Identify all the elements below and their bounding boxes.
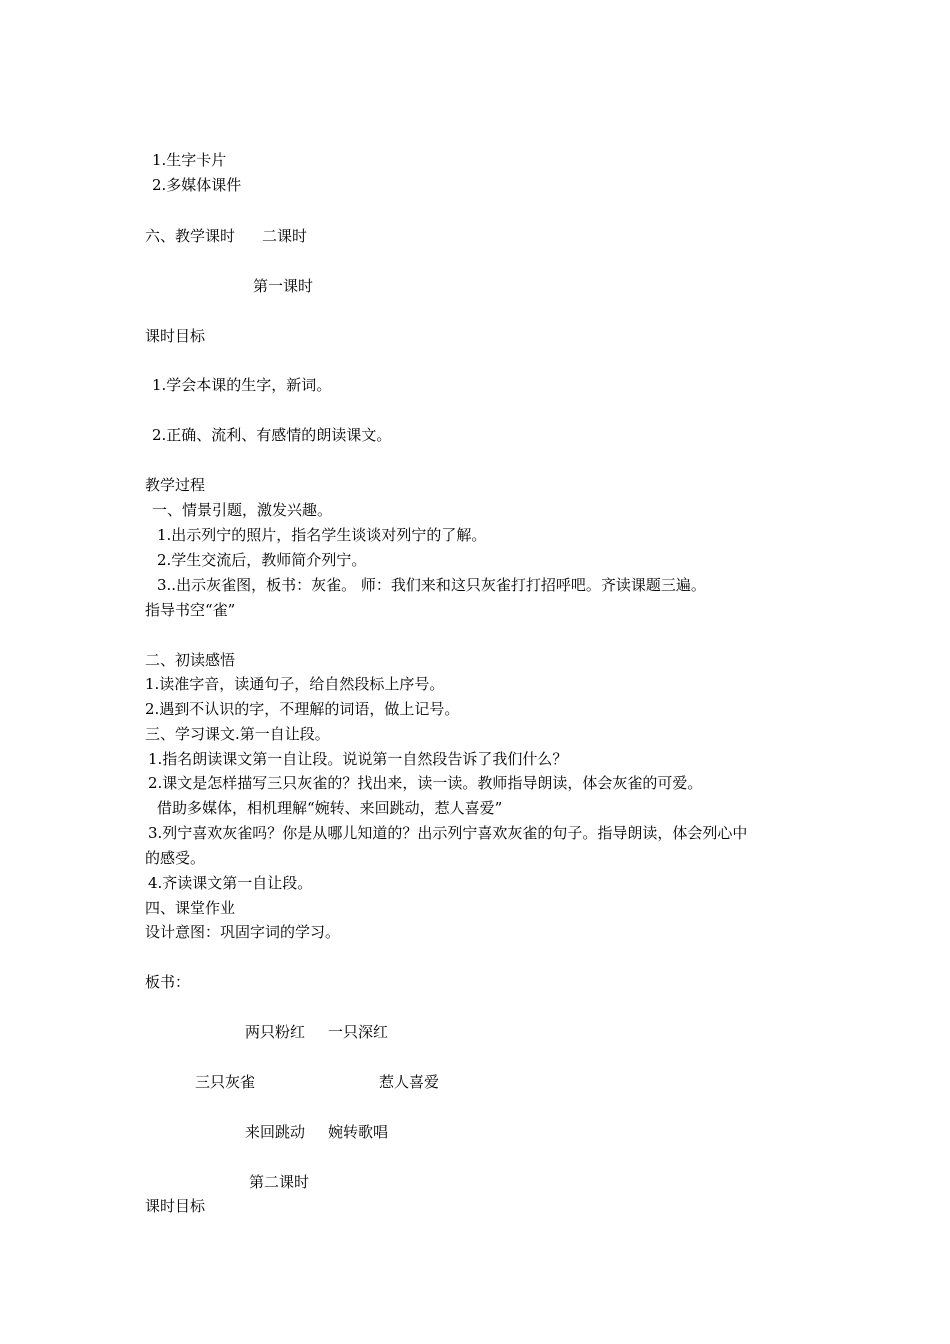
lesson-1-objective-1: 1.学会本课的生字，新词。 [152,376,332,394]
materials-item-1: 1.生字卡片 [152,151,227,169]
board-row-1-right: 一只深红 [328,1023,389,1041]
board-row-1-left: 两只粉红 [245,1023,306,1041]
materials-item-2: 2.多媒体课件 [152,176,242,194]
step-1-heading: 一、情景引题，激发兴趣。 [152,501,333,519]
step-3-item-4: 4.齐读课文第一自让段。 [148,874,313,892]
lesson-1-objectives-heading: 课时目标 [145,327,206,345]
step-3-item-2-cont: 借助多媒体，相机理解“婉转、来回跳动，惹人喜爱” [157,799,503,817]
step-3-item-3-cont: 的感受。 [145,849,206,867]
step-1-item-3: 3..出示灰雀图，板书：灰雀。 师：我们来和这只灰雀打打招呼吧。齐读课题三遍。 [157,576,706,594]
step-3-item-1: 1.指名朗读课文第一自让段。说说第一自然段告诉了我们什么？ [148,750,568,768]
step-1-item-2: 2.学生交流后，教师简介列宁。 [157,551,367,569]
board-center-left: 三只灰雀 [195,1073,256,1091]
step-1-item-3-cont: 指导书空“雀” [145,601,236,619]
board-heading: 板书： [145,973,191,991]
lesson-2-title: 第二课时 [249,1173,310,1191]
step-1-item-1: 1.出示列宁的照片，指名学生谈谈对列宁的了解。 [157,526,487,544]
board-row-3-left: 来回跳动 [245,1123,306,1141]
board-row-3-right: 婉转歌唱 [328,1123,389,1141]
step-3-item-2: 2.课文是怎样描写三只灰雀的？找出来，读一读。教师指导朗读，体会灰雀的可爱。 [148,774,703,792]
step-2-item-2: 2.遇到不认识的字，不理解的词语，做上记号。 [145,700,460,718]
step-4-heading: 四、课堂作业 [145,899,236,917]
step-3-heading: 三、学习课文.第一自让段。 [145,725,330,743]
step-3-item-3: 3.列宁喜欢灰雀吗？你是从哪儿知道的？出示列宁喜欢灰雀的句子。指导朗读，体会列心中 [148,824,748,842]
section-6-value: 二课时 [262,227,308,245]
teaching-process-heading: 教学过程 [145,476,206,494]
section-6-heading: 六、教学课时 [145,227,236,245]
step-2-heading: 二、初读感悟 [145,651,236,669]
lesson-1-title: 第一课时 [253,277,314,295]
lesson-2-objectives-heading: 课时目标 [145,1197,206,1215]
board-center-right: 惹人喜爱 [379,1073,440,1091]
lesson-1-objective-2: 2.正确、流利、有感情的朗读课文。 [152,426,392,444]
step-2-item-1: 1.读准字音，读通句子，给自然段标上序号。 [145,675,445,693]
step-4-design: 设计意图：巩固字词的学习。 [145,923,341,941]
